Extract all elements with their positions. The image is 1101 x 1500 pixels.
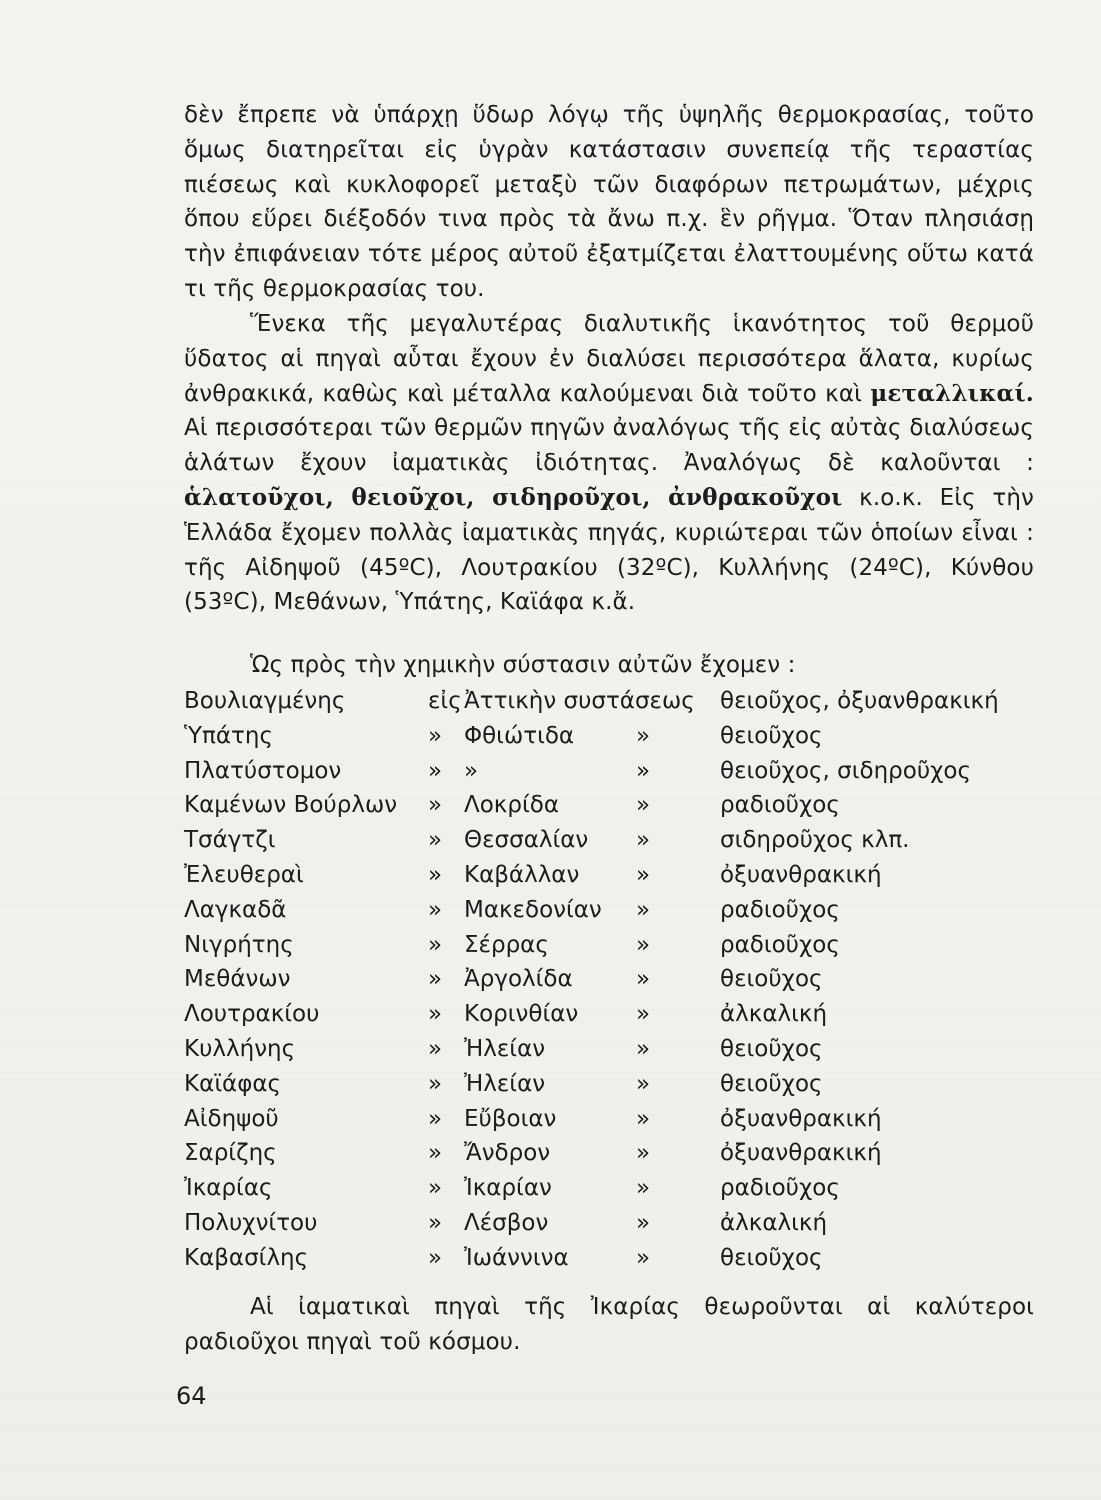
paragraph-2: [184, 307, 1034, 620]
paragraph-2-block: [184, 307, 1034, 620]
table-row: [184, 1102, 1034, 1137]
spring-name: Τσάγτζι: [184, 827, 276, 854]
spring-name: Βουλιαγμένης: [184, 688, 346, 714]
spring-region: Ἰωάννινα: [464, 1244, 569, 1271]
spring-region: Θεσσαλίαν: [464, 827, 589, 854]
spring-prefix: »: [428, 792, 443, 819]
spring-prefix: »: [428, 1070, 443, 1097]
spring-prefix: »: [428, 966, 443, 993]
spring-region: »: [464, 757, 479, 784]
spring-region: Μακεδονίαν: [464, 896, 602, 923]
spring-type: θειοῦχος: [720, 966, 823, 993]
springs-table: [184, 684, 1034, 1276]
spring-mark: »: [636, 1070, 651, 1097]
paragraph-2-bold-1: μεταλλικαί.: [870, 379, 1034, 407]
table-row: [184, 997, 1034, 1032]
paragraph-3: Ὡς πρὸς τὴν χημικὴν σύστασιν αὐτῶν ἔχομεν :: [250, 652, 796, 678]
spring-prefix: »: [428, 1175, 443, 1202]
table-row: [184, 788, 1034, 823]
spring-region: Λέσβον: [464, 1209, 549, 1236]
spring-mark: »: [636, 861, 651, 888]
spring-type: σιδηροῦχος κλπ.: [720, 827, 910, 854]
paragraph-1-block: [184, 98, 1034, 307]
spring-mark: »: [636, 1209, 651, 1236]
spring-type: θειοῦχος, ὀξυανθρακική: [720, 688, 999, 714]
paragraph-4: Αἱ ἰαματικαὶ πηγαὶ τῆς Ἰκαρίας θεωροῦνται αἱ καλύτεροι ραδιοῦχοι πηγαὶ τοῦ κόσμου.: [184, 1294, 1034, 1355]
spring-prefix: »: [428, 931, 443, 958]
spring-mark: »: [636, 931, 651, 958]
spring-type: ἀλκαλική: [720, 1209, 828, 1236]
spring-prefix: »: [428, 757, 443, 784]
spring-name: Ὑπάτης: [184, 722, 273, 749]
spring-name: Ἰκαρίας: [184, 1175, 273, 1202]
spring-type: ὀξυανθρακική: [720, 861, 882, 888]
spring-name: Πολυχνίτου: [184, 1209, 318, 1236]
table-row: [184, 1136, 1034, 1171]
spring-prefix: »: [428, 1105, 443, 1132]
paragraph-2-bold-2: ἁλατοῦχοι, θειοῦχοι, σιδηροῦχοι, ἀνθρακοῦχοι: [184, 483, 843, 511]
spring-region: Ἀττικὴν συστάσεως: [464, 688, 695, 714]
spring-type: θειοῦχος, σιδηροῦχος: [720, 757, 971, 784]
spring-region: Ἠλείαν: [464, 1070, 546, 1097]
spring-region: Ἀργολίδα: [464, 966, 573, 993]
spring-type: θειοῦχος: [720, 722, 823, 749]
spring-region: Ἄνδρον: [464, 1140, 551, 1167]
paragraph-4-block: [184, 1290, 1034, 1360]
spring-mark: »: [636, 1001, 651, 1028]
spring-mark: »: [636, 722, 651, 749]
spring-region: Φθιώτιδα: [464, 722, 575, 749]
table-row: [184, 858, 1034, 893]
page-number: 64: [176, 1382, 207, 1410]
table-row: [184, 893, 1034, 928]
spring-region: Λοκρίδα: [464, 792, 559, 819]
paragraph-2-part-1: Ἕνεκα τῆς μεγαλυτέρας διαλυτικῆς ἱκανότητος τοῦ θερμοῦ ὕδατος αἱ πηγαὶ αὗται ἔχουν ἐν διαλύσει περισσότερα ἅλατα, κυρίως ἀνθρακικά, καθὼς καὶ μέταλλα καλούμεναι διὰ τοῦτο καὶ: [184, 311, 1034, 407]
spring-prefix: »: [428, 896, 443, 923]
spring-prefix: »: [428, 1001, 443, 1028]
spring-name: Πλατύστομον: [184, 757, 342, 784]
spring-type: ὀξυανθρακική: [720, 1105, 882, 1132]
spring-name: Λουτρακίου: [184, 1001, 320, 1028]
spring-mark: »: [636, 1140, 651, 1167]
spring-type: ἀλκαλική: [720, 1001, 828, 1028]
paragraph-2-part-2: Αἱ περισσότεραι τῶν θερμῶν πηγῶν ἀναλόγως τῆς εἰς αὐτὰς διαλύσεως ἁλάτων ἔχουν ἰαματικὰς ἰδιότητας. Ἀναλόγως δὲ καλοῦνται :: [184, 415, 1034, 477]
spring-type: ραδιοῦχος: [720, 896, 840, 923]
table-row: [184, 823, 1034, 858]
spring-mark: »: [636, 1244, 651, 1271]
table-row: [184, 754, 1034, 789]
spring-type: θειοῦχος: [720, 1070, 823, 1097]
spring-name: Αἰδηψοῦ: [184, 1105, 279, 1132]
spring-region: Ἰκαρίαν: [464, 1175, 552, 1202]
spring-region: Ἠλείαν: [464, 1035, 546, 1062]
table-row: [184, 928, 1034, 963]
spring-region: Εὔβοιαν: [464, 1105, 557, 1132]
spring-prefix: »: [428, 1035, 443, 1062]
paragraph-1: δὲν ἔπρεπε νὰ ὑπάρχῃ ὕδωρ λόγῳ τῆς ὑψηλῆς θερμοκρασίας, τοῦτο ὅμως διατηρεῖται εἰς ὑγρὰν κατάστασιν συνεπείᾳ τῆς τεραστίας πιέσεως καὶ κυκλοφορεῖ μεταξὺ τῶν διαφόρων πετρωμάτων, μέχρις ὅπου εὕρει διέξοδόν τινα πρὸς τὰ ἄνω π.χ. ἓν ρῆγμα. Ὅταν πλησιάσῃ τὴν ἐπιφάνειαν τότε μέρος αὐτοῦ ἐξατμίζεται ἐλαττουμένης οὕτω κατά τι τῆς θερμοκρασίας του.: [184, 102, 1034, 302]
spring-mark: »: [636, 1175, 651, 1202]
table-row: [184, 1171, 1034, 1206]
spring-name: Καβασίλης: [184, 1244, 309, 1271]
spring-prefix: »: [428, 722, 443, 749]
spring-mark: »: [636, 966, 651, 993]
spring-region: Κορινθίαν: [464, 1001, 579, 1028]
spring-region: Καβάλλαν: [464, 861, 580, 888]
spring-type: ὀξυανθρακική: [720, 1140, 882, 1167]
spring-name: Κυλλήνης: [184, 1035, 296, 1062]
table-row: [184, 962, 1034, 997]
spring-name: Σαρίζης: [184, 1140, 277, 1167]
spring-name: Καϊάφας: [184, 1070, 282, 1097]
spring-type: θειοῦχος: [720, 1035, 823, 1062]
spring-prefix: »: [428, 1140, 443, 1167]
spring-region: Σέρρας: [464, 931, 549, 958]
spring-mark: »: [636, 757, 651, 784]
table-row: [184, 1067, 1034, 1102]
spring-prefix: »: [428, 861, 443, 888]
spring-mark: »: [636, 1035, 651, 1062]
spring-mark: »: [636, 792, 651, 819]
table-row: [184, 719, 1034, 754]
spring-name: Καμένων Βούρλων: [184, 792, 398, 819]
spring-prefix: »: [428, 827, 443, 854]
table-row: [184, 1206, 1034, 1241]
table-row: [184, 1241, 1034, 1276]
spring-name: Μεθάνων: [184, 966, 291, 993]
spring-mark: »: [636, 827, 651, 854]
paragraph-2-part-3: κ.ο.κ. Εἰς τὴν Ἑλλάδα ἔχομεν πολλὰς ἰαματικὰς πηγάς, κυριώτεραι τῶν ὁποίων εἶναι : τῆς Αἰδηψοῦ (45ºC), Λουτρακίου (32ºC), Κυλλήνης (24ºC), Κύνθου (53ºC), Μεθάνων, Ὑπάτης, Καϊάφα κ.ἄ.: [184, 484, 1034, 616]
spring-prefix: »: [428, 1209, 443, 1236]
spring-prefix: »: [428, 1244, 443, 1271]
spring-name: Ἐλευθεραὶ: [184, 861, 304, 888]
spring-name: Νιγρήτης: [184, 931, 294, 958]
spring-mark: »: [636, 1105, 651, 1132]
spring-type: ραδιοῦχος: [720, 1175, 840, 1202]
spring-type: θειοῦχος: [720, 1244, 823, 1271]
spring-prefix: εἰς: [428, 688, 462, 714]
table-row: [184, 684, 1034, 719]
spring-name: Λαγκαδᾶ: [184, 896, 287, 923]
spring-type: ραδιοῦχος: [720, 792, 840, 819]
spring-mark: »: [636, 896, 651, 923]
spring-type: ραδιοῦχος: [720, 931, 840, 958]
table-row: [184, 1032, 1034, 1067]
paragraph-3-block: [184, 648, 1034, 683]
